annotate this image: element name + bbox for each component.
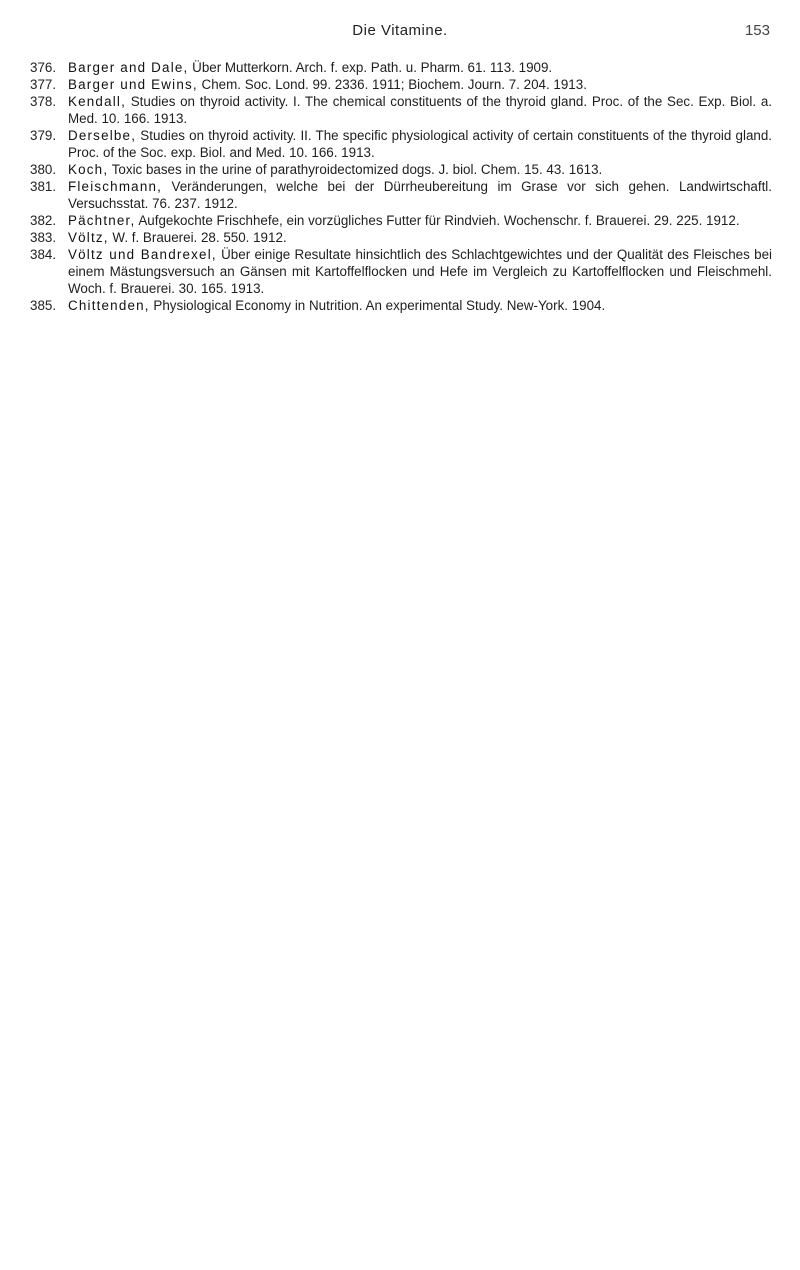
reference-author: Koch,: [68, 162, 109, 177]
reference-number: 381.: [30, 179, 57, 194]
reference-number: 376.: [30, 60, 57, 75]
reference-list: [30, 59, 772, 314]
reference-item: [30, 178, 772, 212]
reference-text: Veränderungen, welche bei der Dürrheubereitung im Grase vor sich gehen. Landwirtschaftl. Versuchsstat. 76. 237. 1912.: [68, 179, 772, 211]
reference-item: [30, 76, 772, 93]
reference-text: Studies on thyroid activity. I. The chemical constituents of the thyroid gland. Proc. of the Sec. Exp. Biol. a. Med. 10. 166. 1913.: [68, 94, 772, 126]
reference-author: Völtz und Bandrexel,: [68, 247, 217, 262]
reference-text: Aufgekochte Frischhefe, ein vorzügliches Futter für Rindvieh. Wochenschr. f. Brauerei. 29. 225. 1912.: [135, 213, 740, 228]
reference-item: [30, 229, 772, 246]
reference-text: Physiological Economy in Nutrition. An experimental Study. New-York. 1904.: [149, 298, 606, 313]
reference-author: Barger und Ewins,: [68, 77, 198, 92]
reference-number: 382.: [30, 213, 57, 228]
reference-text: Toxic bases in the urine of parathyroidectomized dogs. J. biol. Chem. 15. 43. 1613.: [108, 162, 603, 177]
reference-author: Kendall,: [68, 94, 126, 109]
reference-number: 380.: [30, 162, 57, 177]
reference-item: [30, 127, 772, 161]
reference-text: W. f. Brauerei. 28. 550. 1912.: [108, 230, 287, 245]
page-header: [30, 22, 770, 52]
page-number: 153: [744, 22, 770, 39]
reference-number: 378.: [30, 94, 57, 109]
reference-number: 379.: [30, 128, 57, 143]
reference-text: Studies on thyroid activity. II. The specific physiological activity of certain constituents of the thyroid gland. Proc. of the Soc. exp. Biol. and Med. 10. 166. 1913.: [68, 128, 772, 160]
reference-item: [30, 212, 772, 229]
reference-number: 377.: [30, 77, 57, 92]
reference-author: Fleischmann,: [68, 179, 163, 194]
reference-number: 384.: [30, 247, 57, 262]
reference-author: Derselbe,: [68, 128, 137, 143]
reference-text: Über Mutterkorn. Arch. f. exp. Path. u. Pharm. 61. 113. 1909.: [188, 60, 553, 75]
reference-number: 385.: [30, 298, 57, 313]
reference-author: Chittenden,: [68, 298, 150, 313]
reference-item: [30, 297, 772, 314]
reference-author: Pächtner,: [68, 213, 136, 228]
reference-number: 383.: [30, 230, 57, 245]
running-head: Die Vitamine.: [352, 22, 448, 39]
reference-item: [30, 161, 772, 178]
reference-item: [30, 93, 772, 127]
reference-item: [30, 246, 772, 297]
reference-text: Über einige Resultate hinsichtlich des Schlachtgewichtes und der Qualität des Fleisches bei einem Mästungsversuch an Gänsen mit Kartoffelflocken und Hefe im Vergleich zu Kartoffelflocken und Fleischmehl. Woch. f. Brauerei. 30. 165. 1913.: [68, 247, 772, 296]
reference-author: Barger and Dale,: [68, 60, 189, 75]
reference-author: Völtz,: [68, 230, 109, 245]
reference-item: [30, 59, 772, 76]
reference-text: Chem. Soc. Lond. 99. 2336. 1911; Biochem. Journ. 7. 204. 1913.: [197, 77, 587, 92]
